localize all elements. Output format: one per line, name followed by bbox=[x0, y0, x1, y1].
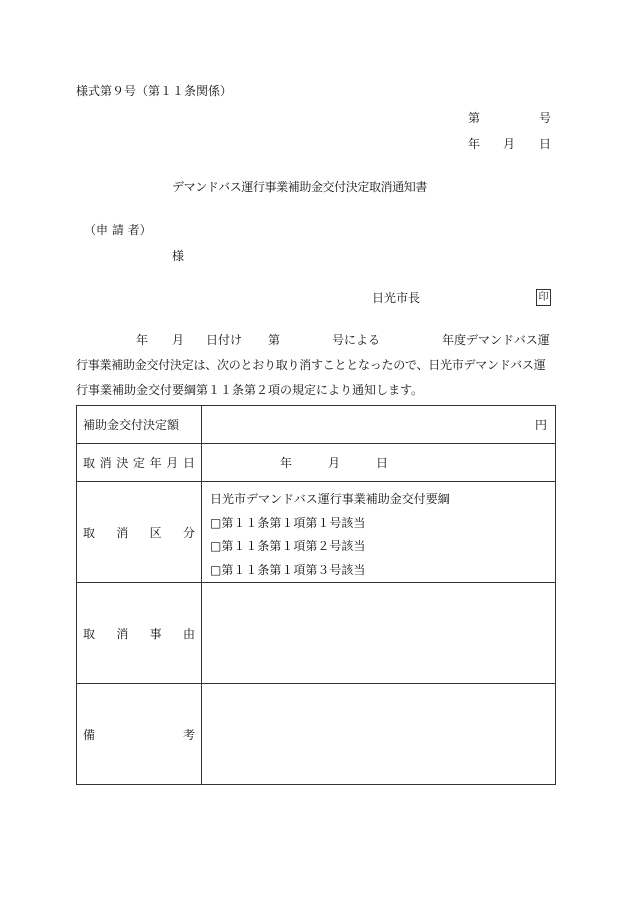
remarks-field[interactable] bbox=[202, 684, 556, 785]
body-line-3: 行事業補助金交付要綱第１１条第２項の規定により通知します。 bbox=[76, 383, 424, 397]
cancel-category-field bbox=[202, 482, 556, 583]
table-row bbox=[77, 482, 556, 583]
label-char: 日 bbox=[182, 456, 195, 470]
table-row bbox=[77, 583, 556, 684]
label-cancel-reason bbox=[77, 583, 202, 684]
body-line-2: 行事業補助金交付決定は、次のとおり取り消すこととなったので、日光市デマンドバス運 bbox=[76, 358, 546, 372]
label-char: 決 bbox=[116, 456, 129, 470]
date-month: 月 bbox=[503, 137, 516, 151]
date-year: 年 bbox=[468, 137, 481, 151]
currency-unit: 円 bbox=[534, 418, 547, 432]
issuer-name: 日光市長 bbox=[372, 291, 421, 305]
cancel-date-day: 日 bbox=[376, 456, 389, 470]
label-char: 分 bbox=[182, 525, 195, 540]
applicant-label: （申 請 者） bbox=[84, 223, 152, 237]
category-option-2[interactable]: □第１１条第１項第２号該当 bbox=[210, 539, 366, 553]
cancel-reason-field[interactable] bbox=[202, 583, 556, 684]
label-char: 月 bbox=[166, 456, 179, 470]
body-year: 年 bbox=[136, 333, 149, 347]
label-char: 年 bbox=[149, 456, 162, 470]
category-option-3[interactable]: □第１１条第１項第３号該当 bbox=[210, 562, 366, 577]
label-char: 消 bbox=[116, 626, 129, 641]
form-number: 様式第９号（第１１条関係） bbox=[76, 84, 233, 98]
cancel-date-field[interactable] bbox=[202, 444, 556, 482]
body-number-suffix: 号による bbox=[332, 333, 381, 347]
label-char: 消 bbox=[99, 456, 112, 470]
table-row bbox=[77, 444, 556, 482]
table-row bbox=[77, 684, 556, 785]
category-option-1[interactable]: □第１１条第１項第１号該当 bbox=[210, 515, 366, 530]
label-char: 消 bbox=[116, 525, 129, 540]
label-char: 取 bbox=[83, 456, 96, 470]
table-row bbox=[77, 406, 556, 444]
label-cancel-category bbox=[77, 482, 202, 583]
label-char: 区 bbox=[149, 525, 162, 540]
seal-mark: 印 bbox=[536, 289, 551, 306]
cancel-date-month: 月 bbox=[328, 456, 341, 470]
label-char: 備 bbox=[83, 727, 96, 742]
body-number-prefix: 第 bbox=[268, 333, 281, 347]
label-char: 取 bbox=[83, 525, 96, 540]
category-heading: 日光市デマンドバス運行事業補助金交付要綱 bbox=[210, 492, 450, 506]
label-cancel-date bbox=[77, 444, 202, 482]
label-remarks bbox=[77, 684, 202, 785]
body-line-1 bbox=[76, 333, 556, 347]
doc-number-suffix: 号 bbox=[539, 111, 552, 125]
label-char: 取 bbox=[83, 626, 96, 641]
label-char: 事 bbox=[149, 626, 162, 641]
cancellation-table bbox=[76, 405, 556, 785]
label-subsidy-amount: 補助金交付決定額 bbox=[77, 406, 202, 444]
body-month: 月 bbox=[172, 333, 185, 347]
applicant-honorific: 様 bbox=[172, 249, 185, 263]
label-char: 定 bbox=[132, 456, 145, 470]
cancel-date-year: 年 bbox=[280, 456, 293, 470]
date-day: 日 bbox=[539, 137, 552, 151]
subsidy-amount-field[interactable] bbox=[202, 406, 556, 444]
document-title: デマンドバス運行事業補助金交付決定取消通知書 bbox=[172, 180, 427, 194]
label-char: 考 bbox=[182, 727, 195, 742]
body-fiscal-year: 年度デマンドバス運 bbox=[442, 333, 550, 347]
label-char: 由 bbox=[182, 626, 195, 641]
body-day-suffix: 日付け bbox=[206, 333, 243, 347]
doc-number-prefix: 第 bbox=[468, 111, 481, 125]
